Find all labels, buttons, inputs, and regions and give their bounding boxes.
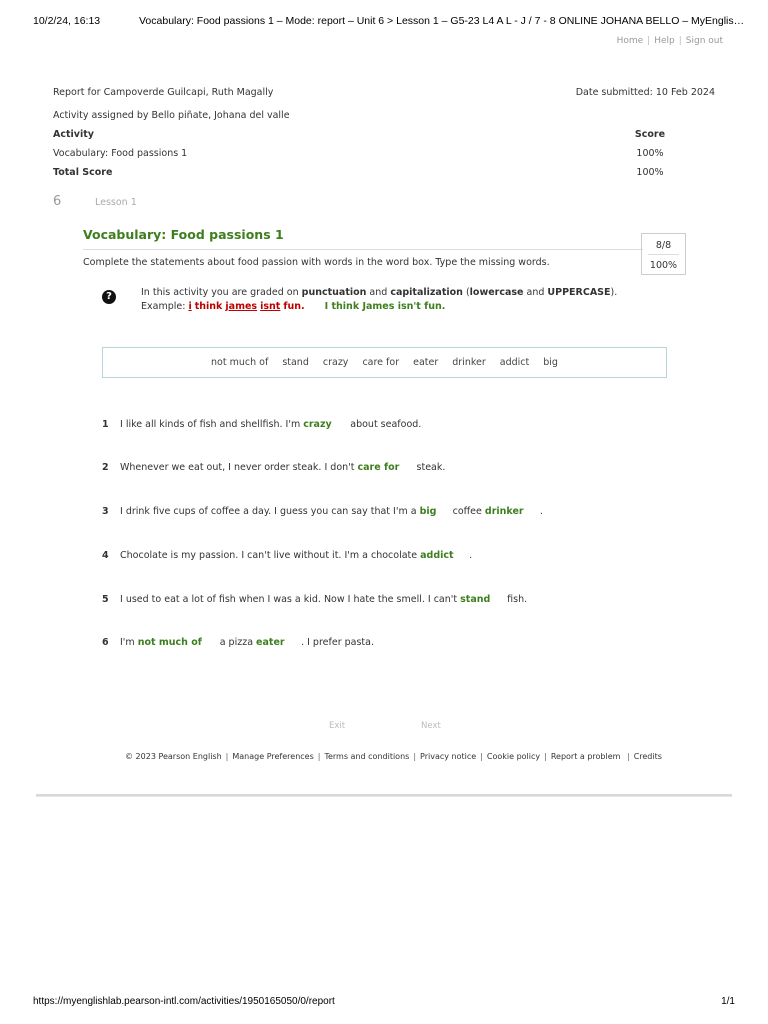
question-6: 6 I'm not much of a pizza eater . I prefer pasta. (102, 637, 374, 648)
total-score: 100% (636, 167, 664, 178)
cookie-link[interactable]: Cookie policy (486, 752, 541, 761)
total-label: Total Score (53, 167, 113, 178)
example-wrong-james: james (225, 301, 258, 312)
date-submitted: Date submitted: 10 Feb 2024 (575, 87, 715, 98)
exit-button[interactable]: Exit (329, 721, 346, 731)
word-box-item: big (543, 357, 558, 368)
header-score: Score (634, 129, 666, 140)
score-table (53, 129, 715, 186)
score-table-row (53, 148, 715, 167)
question-number: 1 (102, 419, 109, 430)
activity-score: 100% (636, 148, 664, 159)
question-4: 4 Chocolate is my passion. I can't live without it. I'm a chocolate addict . (102, 550, 473, 561)
next-button[interactable]: Next (421, 721, 441, 731)
help-icon[interactable]: ? (102, 290, 116, 304)
example-wrong-fun: fun. (283, 301, 305, 312)
manage-preferences-link[interactable]: Manage Preferences (232, 752, 314, 761)
word-box-item: addict (499, 357, 530, 368)
question-5: 5 I used to eat a lot of fish when I was a kid. Now I hate the smell. I can't stand fish. (102, 594, 528, 605)
answer-field[interactable]: care for (357, 462, 400, 473)
sign-out-link[interactable]: Sign out (685, 36, 723, 46)
score-percent: 100% (649, 260, 678, 271)
top-links: Home | Help | Sign out (616, 36, 723, 46)
activity-name: Vocabulary: Food passions 1 (53, 148, 188, 159)
report-for: Report for Campoverde Guilcapi, Ruth Magally (53, 87, 274, 98)
answer-field[interactable]: addict (420, 550, 454, 561)
answer-field[interactable]: drinker (484, 506, 524, 517)
lesson-number: 6 (53, 194, 62, 209)
example-wrong-i: i (188, 301, 192, 312)
grading-note-example: Example: i think james isnt fun. I think James isn't fun. (141, 301, 446, 312)
print-page-number: 1/1 (721, 996, 735, 1007)
answer-field[interactable]: not much of (137, 637, 202, 648)
title-divider (83, 249, 643, 250)
activity-instructions: Complete the statements about food passion with words in the word box. Type the missing words. (83, 257, 550, 268)
word-box-item: drinker (452, 357, 486, 368)
answer-field[interactable]: eater (256, 637, 285, 648)
word-box (102, 347, 667, 378)
terms-link[interactable]: Terms and conditions (324, 752, 410, 761)
lesson-label: Lesson 1 (95, 197, 137, 208)
question-number: 3 (102, 506, 109, 517)
score-fraction: 8/8 (655, 240, 672, 251)
assigned-by: Activity assigned by Bello piñate, Johana del valle (53, 110, 290, 121)
score-table-header (53, 129, 715, 148)
question-number: 4 (102, 550, 109, 561)
credits-link[interactable]: Credits (633, 752, 662, 761)
word-box-item: eater (413, 357, 439, 368)
question-number: 5 (102, 594, 109, 605)
answer-field[interactable]: crazy (303, 419, 332, 430)
grading-note-line1: In this activity you are graded on punctuation and capitalization (lowercase and UPPERCASE). (141, 287, 618, 298)
header-activity: Activity (53, 129, 94, 140)
print-title: Vocabulary: Food passions 1 – Mode: report – Unit 6 > Lesson 1 – G5-23 L4 A L - J / 7 - 8 ONLINE JOHANA BELLO – MyEnglis… (139, 15, 745, 27)
print-datetime: 10/2/24, 16:13 (33, 15, 101, 27)
score-box (641, 233, 686, 275)
example-wrong-think: think (194, 301, 223, 312)
word-box-item: care for (362, 357, 400, 368)
question-3: 3 I drink five cups of coffee a day. I guess you can say that I'm a big coffee drinker . (102, 506, 543, 517)
example-wrong-isnt: isnt (260, 301, 281, 312)
privacy-link[interactable]: Privacy notice (420, 752, 477, 761)
word-box-item: stand (282, 357, 309, 368)
footer: © 2023 Pearson English | Manage Preferences | Terms and conditions | Privacy notice | Cookie policy | Report a problem | Credits (125, 752, 662, 761)
grading-note (141, 286, 617, 314)
question-number: 2 (102, 462, 109, 473)
score-divider (648, 254, 679, 255)
print-url: https://myenglishlab.pearson-intl.com/activities/1950165050/0/report (33, 996, 335, 1007)
answer-field[interactable]: stand (460, 594, 491, 605)
question-number: 6 (102, 637, 109, 648)
report-problem-link[interactable]: Report a problem (550, 752, 621, 761)
home-link[interactable]: Home (616, 36, 644, 46)
example-correct: I think James isn't fun. (324, 301, 446, 312)
copyright: © 2023 Pearson English (125, 752, 222, 761)
answer-field[interactable]: big (419, 506, 437, 517)
question-1: 1 I like all kinds of fish and shellfish. I'm crazy about seafood. (102, 419, 422, 430)
question-2: 2 Whenever we eat out, I never order steak. I don't care for steak. (102, 462, 446, 473)
help-link[interactable]: Help (654, 36, 675, 46)
activity-title: Vocabulary: Food passions 1 (83, 227, 284, 242)
score-table-total (53, 167, 715, 186)
word-box-item: not much of (211, 357, 269, 368)
word-box-item: crazy (322, 357, 349, 368)
